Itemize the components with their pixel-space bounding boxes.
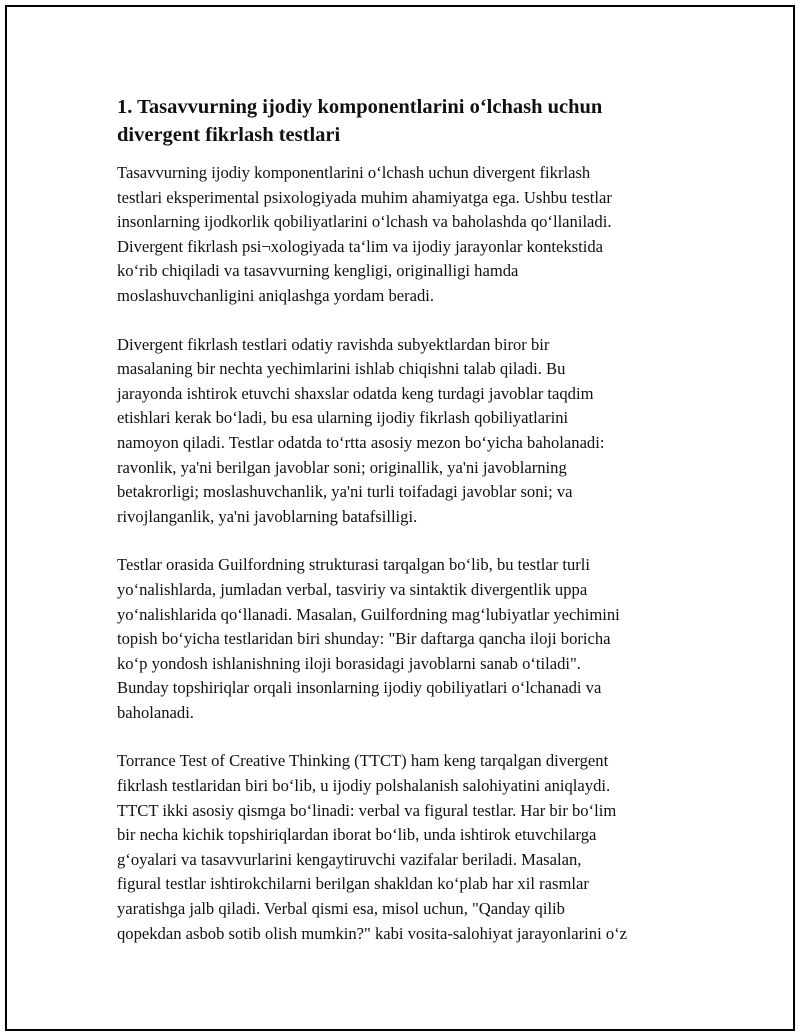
text-line: figural testlar ishtirokchilarni berilgan shakldan ko‘plab har xil rasmlar [117,874,589,894]
text-line: Divergent fikrlash psi¬xologiyada ta‘lim va ijodiy jarayonlar kontekstida [117,236,604,256]
text-line: bir necha kichik topshiriqlardan iborat bo‘lib, unda ishtirok etuvchilarga [117,825,597,845]
paragraph-2 [117,333,687,530]
text-line: Tasavvurning ijodiy komponentlarini o‘lchash uchun divergent fikrlash [117,163,591,182]
text-line: namoyon qiladi. Testlar odatda to‘rtta asosiy mezon bo‘yicha baholanadi: [117,432,605,452]
text-line: testlari eksperimental psixologiyada muhim ahamiyatga ega. Ushbu testlar [117,187,612,207]
text-line: ravonlik, ya'ni berilgan javoblar soni; originallik, ya'ni javoblarning [117,457,567,477]
text-line: g‘oyalari va tasavvurlarini kengaytiruvchi vazifalar beriladi. Masalan, [117,849,582,869]
text-line: insonlarning ijodkorlik qobiliyatlarini o‘lchash va baholashda qo‘llaniladi. [117,212,612,232]
heading-line: 1. Tasavvurning ijodiy komponentlarini o‘lchash uchun [117,96,603,118]
section-heading [117,93,687,149]
text-line: moslashuvchanligini aniqlashga yordam beradi. [117,285,435,305]
paragraph-4 [117,749,687,946]
text-line: qopekdan asbob sotib olish mumkin?" kabi vosita-salohiyat jarayonlarini o‘z [117,923,628,943]
text-line: Bunday topshiriqlar orqali insonlarning ijodiy qobiliyatlari o‘lchanadi va [117,678,602,698]
text-line: TTCT ikki asosiy qismga bo‘linadi: verbal va figural testlar. Har bir bo‘lim [117,800,617,820]
text-line: rivojlanganlik, ya'ni javoblarning batafsilligi. [117,506,418,526]
document-body [117,93,687,970]
text-line: Testlar orasida Guilfordning strukturasi tarqalgan bo‘lib, bu testlar turli [117,555,591,575]
text-line: ko‘p yondosh ishlanishning iloji borasidagi javoblarni sanab o‘tiladi". [117,653,581,673]
text-line: yaratishga jalb qiladi. Verbal qismi esa, misol uchun, "Qanday qilib [117,899,565,919]
text-line: betakrorligi; moslashuvchanlik, ya'ni turli toifadagi javoblar soni; va [117,482,573,502]
text-line: ko‘rib chiqiladi va tasavvurning kengligi, originalligi hamda [117,261,519,281]
text-line: masalaning bir nechta yechimlarini ishlab chiqishni talab qiladi. Bu [117,359,566,379]
text-line: fikrlash testlaridan biri bo‘lib, u ijodiy polshalanish salohiyatini aniqlaydi. [117,776,611,796]
text-line: Torrance Test of Creative Thinking (TTCT) ham keng tarqalgan divergent [117,751,609,771]
text-line: Divergent fikrlash testlari odatiy ravishda subyektlardan biror bir [117,334,550,354]
paragraph-1 [117,161,687,309]
text-line: topish bo‘yicha testlaridan biri shunday: "Bir daftarga qancha iloji boricha [117,629,611,649]
heading-line: divergent fikrlash testlari [117,124,341,146]
text-line: jarayonda ishtirok etuvchi shaxslar odatda keng turdagi javoblar taqdim [117,383,594,403]
paragraph-3 [117,553,687,725]
text-line: etishlari kerak bo‘ladi, bu esa ularning ijodiy fikrlash qobiliyatlarini [117,408,569,428]
text-line: yo‘nalishlarda, jumladan verbal, tasviriy va sintaktik divergentlik uppa [117,579,588,599]
text-line: baholanadi. [117,702,194,722]
text-line: yo‘nalishlarida qo‘llanadi. Masalan, Guilfordning mag‘lubiyatlar yechimini [117,604,620,624]
